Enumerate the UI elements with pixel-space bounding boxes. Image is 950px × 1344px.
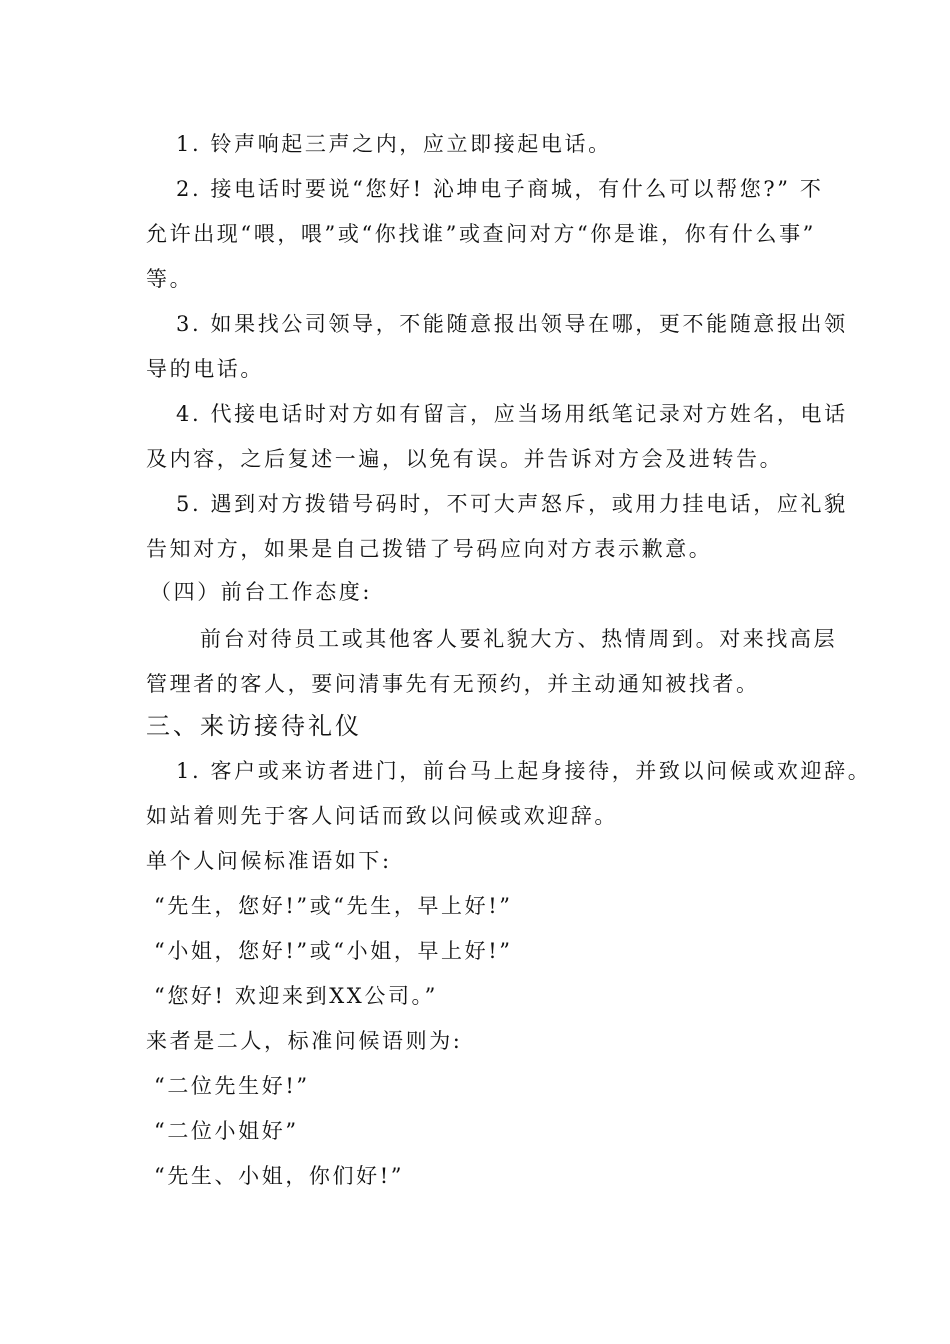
phone-rule-2-line-2: 允许出现“喂，喂”或“你找谁”或查问对方“你是谁，你有什么事” [146,222,817,246]
front-desk-paragraph-line-1: 前台对待员工或其他客人要礼貌大方、热情周到。对来找高层 [200,627,838,651]
pair-greeting-1: “二位先生好!” [154,1074,310,1098]
phone-rule-4-line-2: 及内容，之后复述一遍，以免有误。并告诉对方会及进转告。 [146,447,784,471]
phone-rule-2-line-3: 等。 [146,267,194,291]
reception-item-1-line-2: 如站着则先于客人问话而致以问候或欢迎辞。 [146,804,618,828]
reception-item-1-line-1: 1. 客户或来访者进门，前台马上起身接待，并致以问候或欢迎辞。 [176,759,872,783]
front-desk-heading: （四）前台工作态度: [150,580,373,604]
pair-greeting-2: “二位小姐好” [154,1119,299,1143]
phone-rule-5-line-2: 告知对方，如果是自己拨错了号码应向对方表示歉意。 [146,537,713,561]
single-greeting-label: 单个人问候标准语如下: [146,849,392,873]
phone-rule-1: 1. 铃声响起三声之内，应立即接起电话。 [176,132,612,156]
front-desk-paragraph-line-2: 管理者的客人，要问清事先有无预约，并主动通知被找者。 [146,672,760,696]
phone-rule-3-line-1: 3. 如果找公司领导，不能随意报出领导在哪，更不能随意报出领 [176,312,848,336]
phone-rule-3-line-2: 导的电话。 [146,357,264,381]
pair-greeting-label: 来者是二人，标准问候语则为: [146,1029,463,1053]
pair-greeting-3: “先生、小姐，你们好!” [154,1164,405,1188]
phone-rule-4-line-1: 4. 代接电话时对方如有留言，应当场用纸笔记录对方姓名，电话 [176,402,848,426]
single-greeting-3: “您好! 欢迎来到XX公司。” [154,984,438,1008]
phone-rule-5-line-1: 5. 遇到对方拨错号码时，不可大声怒斥，或用力挂电话，应礼貌 [176,492,848,516]
single-greeting-1: “先生，您好!”或“先生，早上好!” [154,894,513,918]
single-greeting-2: “小姐，您好!”或“小姐，早上好!” [154,939,513,963]
reception-section-heading: 三、来访接待礼仪 [146,712,362,740]
phone-rule-2-line-1: 2. 接电话时要说“您好! 沁坤电子商城，有什么可以帮您?” 不 [176,177,824,201]
